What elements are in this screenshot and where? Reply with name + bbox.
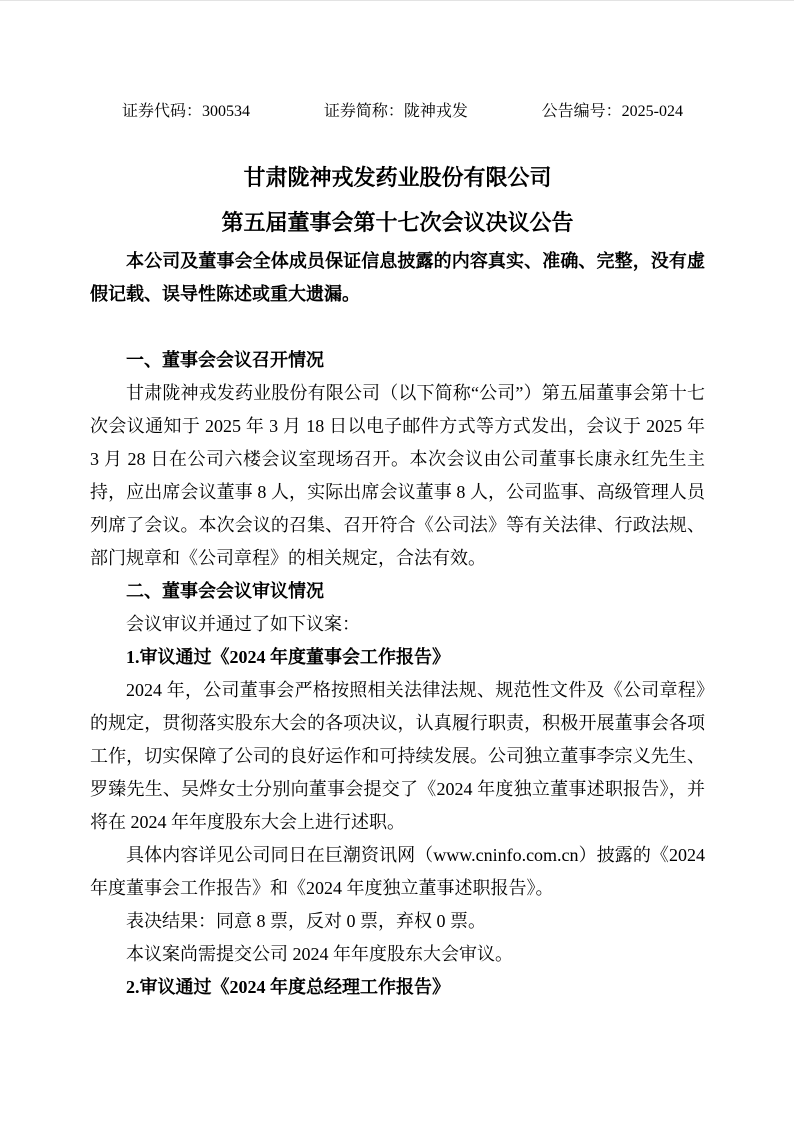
disclaimer-statement: 本公司及董事会全体成员保证信息披露的内容真实、准确、完整，没有虚假记载、误导性陈述或重大遗漏。 (90, 251, 705, 304)
section-1-heading: 一、董事会会议召开情况 (126, 350, 324, 370)
document-title (90, 155, 705, 245)
body-paragraph: 具体内容详见公司同日在巨潮资讯网（www.cninfo.com.cn）披露的《2024 年度董事会工作报告》和《2024 年度独立董事述职报告》。 (90, 845, 705, 898)
stock-short-name: 证券简称：陇神戎发 (323, 103, 468, 120)
body-paragraph: 2024 年，公司董事会严格按照相关法律法规、规范性文件及《公司章程》的规定，贯彻落实股东大会的各项决议，认真履行职责，积极开展董事会各项工作，切实保障了公司的良好运作和可持续发展。公司独立董事李宗义先生、罗臻先生、吴烨女士分别向董事会提交了《2024 年度独立董事述职报告》，并将在 2024 年年度股东大会上进行述职。 (90, 680, 705, 832)
section-2-heading: 二、董事会会议审议情况 (126, 581, 324, 601)
company-name-title: 甘肃陇神戎发药业股份有限公司 (243, 165, 552, 190)
announcement-number: 公告编号：2025-024 (541, 103, 683, 120)
body-paragraph: 本议案尚需提交公司 2024 年年度股东大会审议。 (126, 944, 513, 964)
proposal-1-heading: 1.审议通过《2024 年度董事会工作报告》 (126, 647, 450, 667)
announcement-title: 第五届董事会第十七次会议决议公告 (221, 210, 574, 235)
body-paragraph: 会议审议并通过了如下议案： (126, 614, 360, 634)
stock-code: 证券代码：300534 (122, 103, 251, 120)
document-body (90, 245, 705, 1004)
vote-result-line: 表决结果：同意 8 票，反对 0 票，弃权 0 票。 (126, 911, 486, 931)
body-paragraph: 甘肃陇神戎发药业股份有限公司（以下简称“公司”）第五届董事会第十七次会议通知于 2025 年 3 月 18 日以电子邮件方式等方式发出，会议于 2025 年 3 月 28 日在公司六楼会议室现场召开。本次会议由公司董事长康永红先生主持，应出席会议董事 8 人，实际出席会议董事 8 人，公司监事、高级管理人员列席了会议。本次会议的召集、召开符合《公司法》等有关法律、行政法规、部门规章和《公司章程》的相关规定，合法有效。 (90, 383, 705, 568)
securities-header-row (90, 101, 705, 123)
proposal-2-heading: 2.审议通过《2024 年度总经理工作报告》 (126, 977, 450, 997)
